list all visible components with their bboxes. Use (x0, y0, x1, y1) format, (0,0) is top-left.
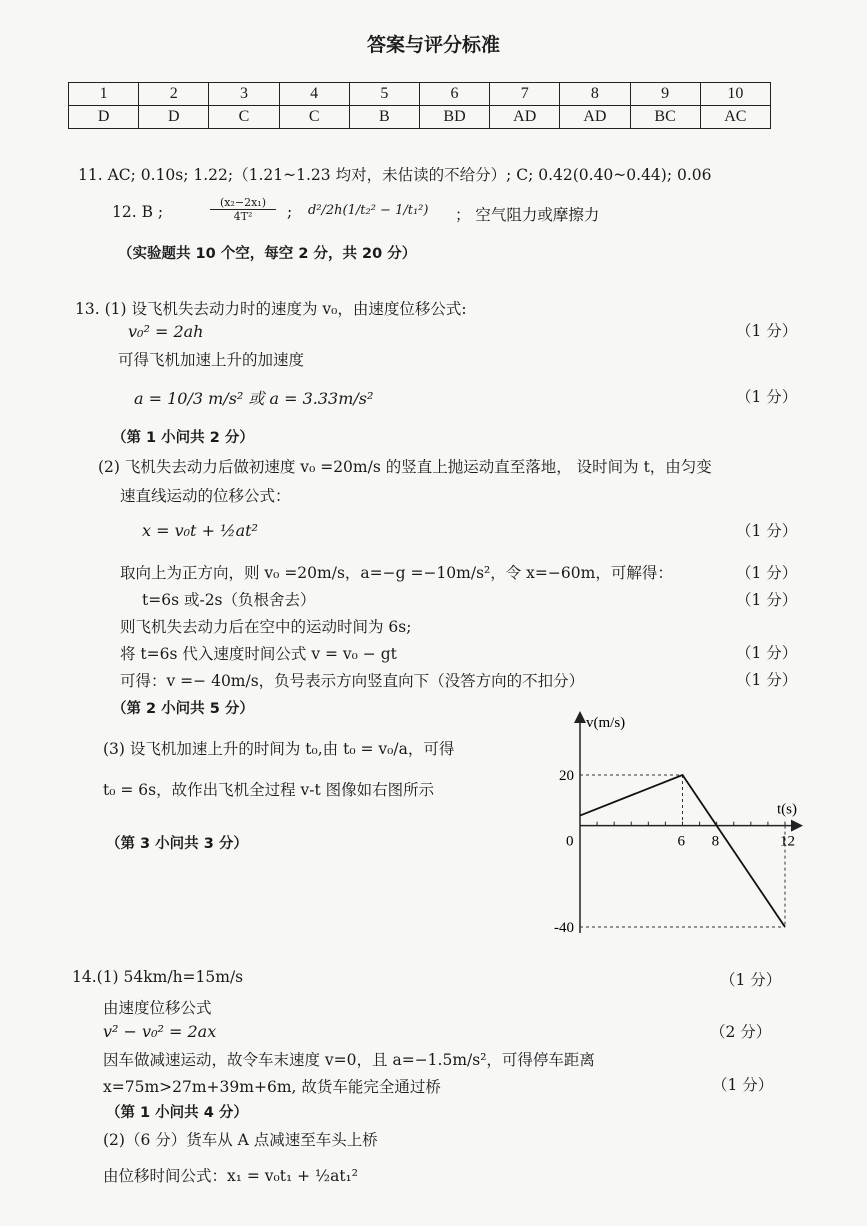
q14-line6: (2)（6 分）货车从 A 点减速至车头上桥 (103, 1131, 378, 1149)
q13-part3-total: （第 3 小问共 3 分） (106, 836, 248, 852)
q12-fraction (210, 196, 276, 223)
q11-answer: 11. AC; 0.10s; 1.22;（1.21~1.23 均对，未估读的不给分）; C; 0.42(0.40~0.44); 0.06 (78, 166, 712, 184)
q13-part2-line7: 可得：v =− 40m/s，负号表示方向竖直向下（没答方向的不扣分） (120, 672, 585, 690)
score-label: （1 分） (736, 388, 798, 406)
table-cell: C (279, 106, 349, 129)
table-cell: C (209, 106, 279, 129)
table-cell: 3 (209, 83, 279, 106)
q13-part1-eq1: v₀² = 2ah (128, 322, 204, 341)
answer-table-answers-row (69, 106, 771, 129)
table-cell: 2 (139, 83, 209, 106)
table-cell: 7 (490, 83, 560, 106)
table-cell: D (139, 106, 209, 129)
q13-part1-line1: 13. (1) 设飞机失去动力时的速度为 v₀，由速度位移公式: (75, 300, 467, 318)
table-cell: 1 (69, 83, 139, 106)
table-cell: 9 (630, 83, 700, 106)
q14-line4: 因车做减速运动，故令车末速度 v=0，且 a=−1.5m/s²，可得停车距离 (103, 1051, 595, 1069)
q13-part1-line2: 可得飞机加速上升的加速度 (118, 351, 305, 369)
table-cell: AD (490, 106, 560, 129)
q13-part2-line2: 速直线运动的位移公式： (120, 487, 291, 505)
page-title: 答案与评分标准 (366, 34, 500, 56)
q14-line1: 14.(1) 54km/h=15m/s (72, 968, 244, 986)
q12-fraction-numerator: (x₂−2x₁) (210, 196, 276, 210)
x-tick-label: 12 (780, 833, 795, 850)
q13-part3-line1: (3) 设飞机加速上升的时间为 t₀,由 t₀ = v₀/a，可得 (103, 740, 455, 758)
score-label: （1 分） (736, 564, 798, 582)
score-label: （1 分） (736, 322, 798, 340)
q14-line5: x=75m>27m+39m+6m, 故货车能完全通过桥 (103, 1078, 441, 1096)
answer-table (68, 82, 771, 129)
y-axis-label: v(m/s) (586, 715, 626, 731)
table-cell: AC (700, 106, 770, 129)
q13-part1-eq2: a = 10/3 m/s² 或 a = 3.33m/s² (134, 389, 374, 408)
q13-part2-line6: 将 t=6s 代入速度时间公式 v = v₀ − gt (120, 645, 397, 663)
q13-part2-eq: x = v₀t + ½at² (142, 521, 258, 540)
q12-prefix: 12. B ; (112, 203, 164, 221)
q14-line2: 由速度位移公式 (103, 999, 212, 1017)
q12-fraction-denominator: 4T² (233, 210, 253, 223)
table-cell: B (349, 106, 419, 129)
answer-table-numbers-row (69, 83, 771, 106)
chart-axes (580, 717, 797, 933)
table-cell: 8 (560, 83, 630, 106)
x-tick-label: 8 (711, 833, 720, 850)
q13-part2-line1: (2) 飞机失去动力后做初速度 v₀ =20m/s 的竖直上抛运动直至落地， 设时间为 t，由匀变 (98, 458, 712, 476)
q12-suffix: ； 空气阻力或摩擦力 (455, 206, 600, 224)
table-cell: BD (419, 106, 489, 129)
table-cell: 5 (349, 83, 419, 106)
y-tick-label: 20 (559, 768, 574, 784)
vt-chart (540, 705, 810, 945)
series-line (580, 775, 785, 927)
q13-part2-line4: t=6s 或-2s（负根舍去） (142, 591, 316, 609)
table-cell: AD (560, 106, 630, 129)
table-cell: BC (630, 106, 700, 129)
score-label: （1 分） (736, 522, 798, 540)
x-tick-label: 0 (566, 833, 574, 850)
score-label: （1 分） (712, 1076, 774, 1094)
table-cell: 10 (700, 83, 770, 106)
q13-part2-total: （第 2 小问共 5 分） (112, 701, 254, 717)
score-label: （1 分） (736, 671, 798, 689)
score-label: （1 分） (736, 591, 798, 609)
experiment-score-note: （实验题共 10 个空，每空 2 分，共 20 分） (118, 246, 417, 262)
q13-part3-line2: t₀ = 6s，故作出飞机全过程 v-t 图像如右图所示 (103, 781, 435, 799)
score-label: （2 分） (710, 1023, 772, 1041)
q13-part2-line5: 则飞机失去动力后在空中的运动时间为 6s; (120, 618, 412, 636)
y-tick-label: -40 (554, 920, 574, 936)
q14-eq1: v² − v₀² = 2ax (103, 1022, 217, 1041)
chart-marks (580, 775, 785, 927)
q14-line7: 由位移时间公式：x₁ = v₀t₁ + ½at₁² (103, 1167, 358, 1185)
q12-separator: ; (287, 203, 293, 221)
score-label: （1 分） (720, 971, 782, 989)
x-axis-label: t(s) (777, 801, 797, 818)
q14-part1-total: （第 1 小问共 4 分） (106, 1105, 248, 1121)
table-cell: 4 (279, 83, 349, 106)
q13-part2-line3: 取向上为正方向，则 v₀ =20m/s，a=−g =−10m/s²，令 x=−60m，可解得： (120, 564, 673, 582)
q13-part1-total: （第 1 小问共 2 分） (112, 430, 254, 446)
q12-expression: d²/2h(1/t₂² − 1/t₁²) (308, 203, 429, 218)
score-label: （1 分） (736, 644, 798, 662)
x-tick-label: 6 (677, 833, 685, 850)
table-cell: D (69, 106, 139, 129)
table-cell: 6 (419, 83, 489, 106)
